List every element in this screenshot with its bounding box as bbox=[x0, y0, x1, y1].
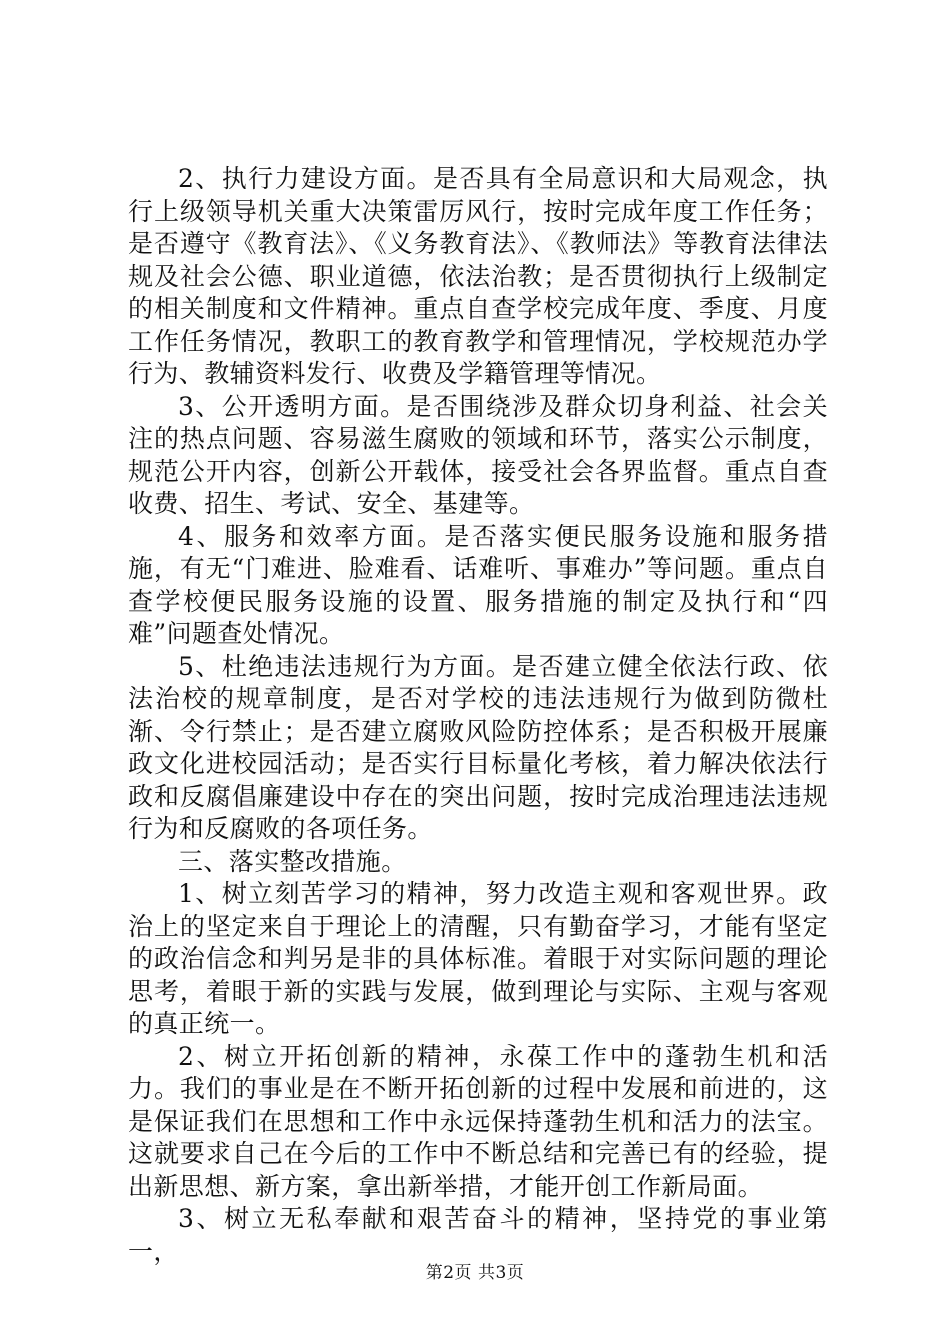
paragraph-transparency: 3、公开透明方面。是否围绕涉及群众切身利益、社会关注的热点问题、容易滋生腐败的领域和环节，落实公示制度，规范公开内容，创新公开载体，接受社会各界监督。重点自查收费、招生、考试、安全、基建等。 bbox=[128, 391, 828, 518]
page-footer: 第2页 共3页 bbox=[425, 1263, 525, 1283]
paragraph-compliance: 5、杜绝违法违规行为方面。是否建立健全依法行政、依法治校的规章制度，是否对学校的违法违规行为做到防微杜渐、令行禁止；是否建立腐败风险防控体系；是否积极开展廉政文化进校园活动；是否实行目标量化考核，着力解决依法行政和反腐倡廉建设中存在的突出问题，按时完成治理违法违规行为和反腐败的各项任务。 bbox=[128, 651, 828, 843]
document-body bbox=[128, 163, 828, 1268]
paragraph-study: 1、树立刻苦学习的精神，努力改造主观和客观世界。政治上的坚定来自于理论上的清醒，只有勤奋学习，才能有坚定的政治信念和判另是非的具体标准。着眼于对实际问题的理论思考，着眼于新的实践与发展，做到理论与实际、主观与客观的真正统一。 bbox=[128, 879, 828, 1038]
section-heading: 三、落实整改措施。 bbox=[178, 846, 407, 876]
paragraph-execution: 2、执行力建设方面。是否具有全局意识和大局观念，执行上级领导机关重大决策雷厉风行，按时完成年度工作任务；是否遵守《教育法》、《义务教育法》、《教师法》等教育法律法规及社会公德、职业道德，依法治教；是否贯彻执行上级制定的相关制度和文件精神。重点自查学校完成年度、季度、月度工作任务情况，教职工的教育教学和管理情况，学校规范办学行为、教辅资料发行、收费及学籍管理等情况。 bbox=[128, 164, 828, 388]
paragraph-dedication: 3、树立无私奉献和艰苦奋斗的精神，坚持党的事业第一， bbox=[128, 1204, 828, 1266]
paragraph-service: 4、服务和效率方面。是否落实便民服务设施和服务措施，有无“门难进、脸难看、话难听、事难办”等问题。重点自查学校便民服务设施的设置、服务措施的制定及执行和“四难”问题查处情况。 bbox=[128, 521, 828, 648]
paragraph-innovation: 2、树立开拓创新的精神，永葆工作中的蓬勃生机和活力。我们的事业是在不断开拓创新的过程中发展和前进的，这是保证我们在思想和工作中永远保持蓬勃生机和活力的法宝。这就要求自己在今后的工作中不断总结和完善已有的经验，提出新思想、新方案，拿出新举措，才能开创工作新局面。 bbox=[128, 1041, 828, 1201]
